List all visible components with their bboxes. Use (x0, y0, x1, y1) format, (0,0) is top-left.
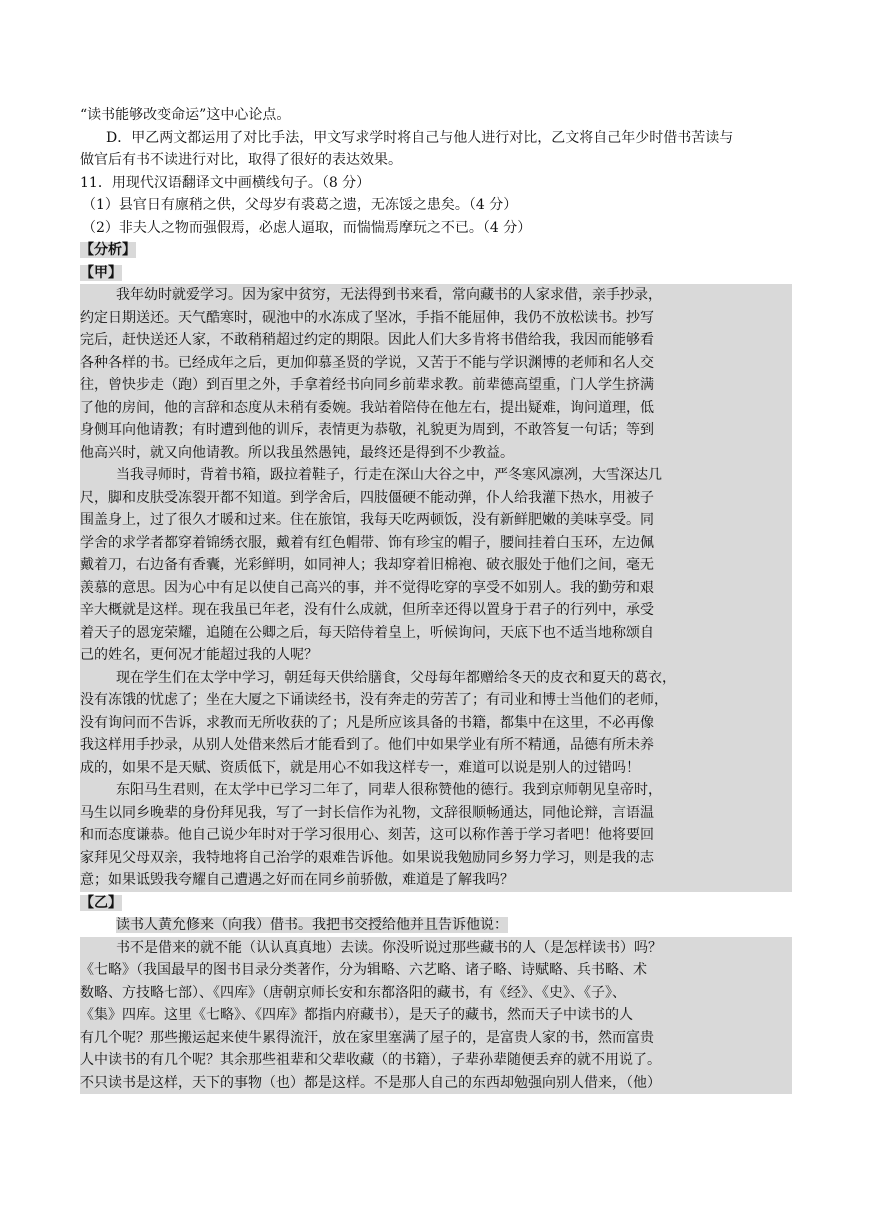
text-line: 辛大概就是这样。现在我虽已年老，没有什么成就，但所幸还得以置身于君子的行列中，承受 (80, 599, 792, 622)
question-11-part-1: （1）县官日有廪稍之供，父母岁有裘葛之遗，无冻馁之患矣。（4 分） (82, 197, 518, 213)
intro-line: “读书能够改变命运”这中心论点。 (80, 107, 291, 123)
document-page (80, 104, 792, 1094)
text-line: 了他的房间，他的言辞和态度从未稍有委婉。我站着陪侍在他左右，提出疑难，询问道理，低 (80, 397, 792, 420)
yi-heading: 【乙】 (80, 894, 122, 911)
text-line: 己的姓名，更何况才能超过我的人呢？ (80, 644, 792, 667)
option-d-line: D．甲乙两文都运用了对比手法，甲文写求学时将自己与他人进行对比，乙文将自己年少时借书苦读与 (106, 129, 734, 146)
question-11: 11．用现代汉语翻译文中画横线句子。（8 分） (80, 174, 371, 191)
yi-paragraph-2 (80, 937, 792, 1095)
text-line: 马生以同乡晚辈的身份拜见我，写了一封长信作为礼物，文辞很顺畅通达，同他论辩，言语温 (80, 802, 792, 825)
text-line: 和而态度谦恭。他自己说少年时对于学习很用心、刻苦，这可以称作善于学习者吧！他将要回 (80, 824, 792, 847)
text-line: 意；如果诋毁我夸耀自己遭遇之好而在同乡前骄傲，难道是了解我吗？ (80, 869, 792, 892)
text-line: 当我寻师时，背着书箱，趿拉着鞋子，行走在深山大谷之中，严冬寒风凛冽，大雪深达几 (80, 464, 792, 487)
text-line: 《七略》（我国最早的图书目录分类著作，分为辑略、六艺略、诸子略、诗赋略、兵书略、术 (80, 959, 792, 982)
text-line: 人中读书的有几个呢？其余那些祖辈和父辈收藏（的书籍），子辈孙辈随便丢弃的就不用说了。 (80, 1049, 792, 1072)
text-line: 围盖身上，过了很久才暖和过来。住在旅馆，我每天吃两顿饭，没有新鲜肥嫩的美味享受。同 (80, 509, 792, 532)
text-line: 尺，脚和皮肤受冻裂开都不知道。到学舍后，四肢僵硬不能动弹，仆人给我灌下热水，用被子 (80, 487, 792, 510)
jia-paragraph-3 (80, 667, 792, 780)
text-line: 家拜见父母双亲，我特地将自己治学的艰难告诉他。如果说我勉励同乡努力学习，则是我的志 (80, 847, 792, 870)
text-line: 不只读书是这样，天下的事物（也）都是这样。不是那人自己的东西却勉强向别人借来，（他） (80, 1072, 792, 1095)
text-line: 东阳马生君则，在太学中已学习二年了，同辈人很称赞他的德行。我到京师朝见皇帝时， (80, 779, 792, 802)
text-line: 现在学生们在太学中学习，朝廷每天供给膳食，父母每年都赠给冬天的皮衣和夏天的葛衣， (80, 667, 792, 690)
text-line: 学舍的求学者都穿着锦绣衣服，戴着有红色帽带、饰有珍宝的帽子，腰间挂着白玉环，左边佩 (80, 532, 792, 555)
yi-paragraph-1: 读书人黄允修来（向我）借书。我把书交授给他并且告诉他说： (116, 917, 508, 933)
text-line: 我这样用手抄录，从别人处借来然后才能看到了。他们中如果学业有所不精通，品德有所未养 (80, 734, 792, 757)
text-line: 书不是借来的就不能（认认真真地）去读。你没听说过那些藏书的人（是怎样读书）吗？ (80, 937, 792, 960)
analysis-heading: 【分析】 (80, 242, 136, 258)
text-line: 身侧耳向他请教；有时遭到他的训斥，表情更为恭敬，礼貌更为周到，不敢答复一句话；等到 (80, 419, 792, 442)
question-11-part-2: （2）非夫人之物而强假焉，必虑人逼取，而惴惴焉摩玩之不已。（4 分） (82, 219, 532, 236)
jia-heading: 【甲】 (80, 264, 122, 281)
text-line: 着天子的恩宠荣耀，追随在公卿之后，每天陪侍着皇上，听候询问，天底下也不适当地称颂自 (80, 622, 792, 645)
jia-paragraph-2 (80, 464, 792, 667)
text-line: 羡慕的意思。因为心中有足以使自己高兴的事，并不觉得吃穿的享受不如别人。我的勤劳和艰 (80, 577, 792, 600)
jia-paragraph-4 (80, 779, 792, 892)
text-line: 往，曾快步走（跑）到百里之外，手拿着经书向同乡前辈求教。前辈德高望重，门人学生挤满 (80, 374, 792, 397)
text-line: 戴着刀，右边备有香囊，光彩鲜明，如同神人；我却穿着旧棉袍、破衣服处于他们之间，毫无 (80, 554, 792, 577)
jia-paragraph-1 (80, 284, 792, 464)
text-line: 《集》四库。这里《七略》、《四库》都指内府藏书），是天子的藏书，然而天子中读书的人 (80, 1004, 792, 1027)
text-line: 完后，赶快送还人家，不敢稍稍超过约定的期限。因此人们大多肯将书借给我，我因而能够看 (80, 329, 792, 352)
text-line: 没有冻饿的忧虑了；坐在大厦之下诵读经书，没有奔走的劳苦了；有司业和博士当他们的老师， (80, 689, 792, 712)
text-line: 没有询问而不告诉，求教而无所收获的了；凡是所应该具备的书籍，都集中在这里，不必再像 (80, 712, 792, 735)
text-line: 各种各样的书。已经成年之后，更加仰慕圣贤的学说，又苦于不能与学识渊博的老师和名人交 (80, 352, 792, 375)
intro-line: 做官后有书不读进行对比，取得了很好的表达效果。 (80, 152, 402, 168)
text-line: 成的，如果不是天赋、资质低下，就是用心不如我这样专一，难道可以说是别人的过错吗！ (80, 757, 792, 780)
text-line: 我年幼时就爱学习。因为家中贫穷，无法得到书来看，常向藏书的人家求借，亲手抄录， (80, 284, 792, 307)
text-line: 有几个呢？那些搬运起来使牛累得流汗，放在家里塞满了屋子的，是富贵人家的书，然而富贵 (80, 1027, 792, 1050)
text-line: 约定日期送还。天气酷寒时，砚池中的水冻成了坚冰，手指不能屈伸，我仍不放松读书。抄写 (80, 307, 792, 330)
text-line: 他高兴时，就又向他请教。所以我虽然愚钝，最终还是得到不少教益。 (80, 442, 792, 465)
text-line: 数略、方技略七部）、《四库》（唐朝京师长安和东都洛阳的藏书，有《经》、《史》、《子》、 (80, 982, 792, 1005)
